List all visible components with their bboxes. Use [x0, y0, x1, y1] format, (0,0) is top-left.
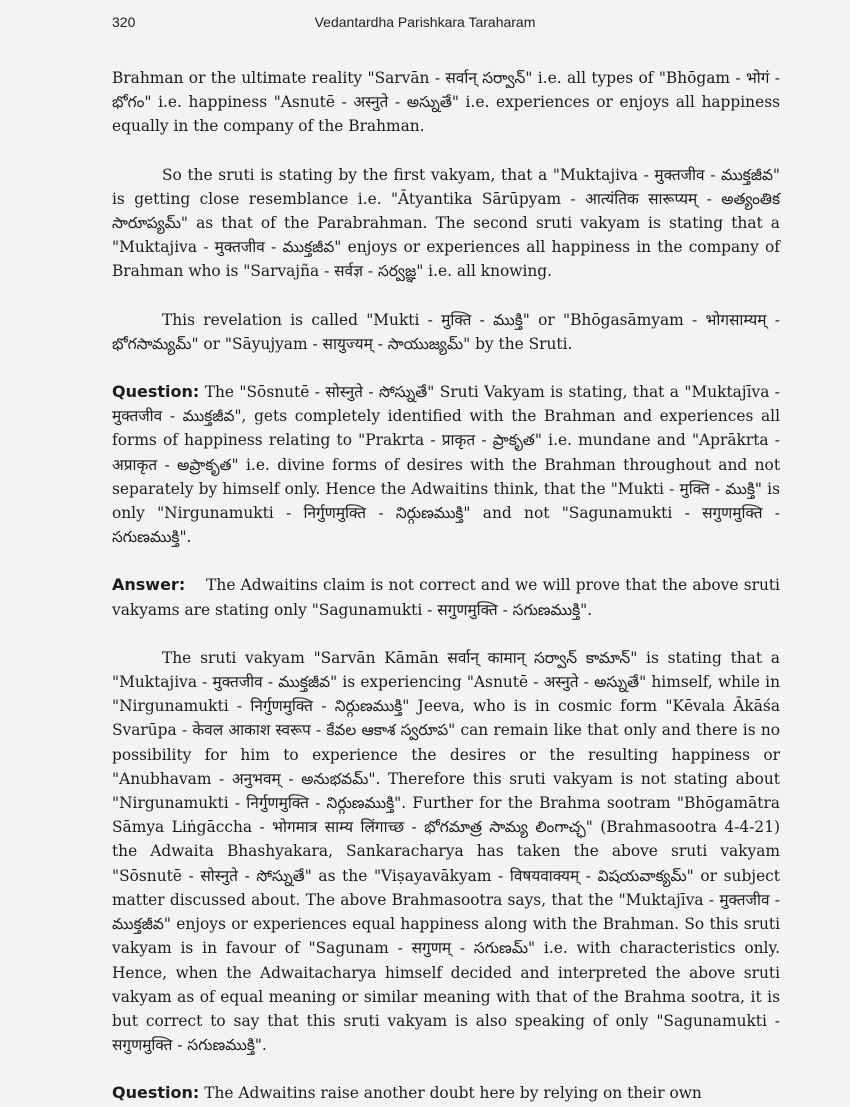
page-number: 320 — [112, 14, 136, 30]
running-title: Vedantardha Parishkara Taraharam — [314, 14, 536, 30]
answer-block — [112, 573, 780, 621]
question-label: Question: — [112, 382, 200, 402]
question-block-2 — [112, 1081, 780, 1105]
question-label-2: Question: — [112, 1083, 200, 1103]
page-header — [0, 14, 850, 38]
question-block-1 — [112, 380, 780, 549]
paragraph-intro: Brahman or the ultimate reality "Sarvān - सर्वान् సర్వాన్" i.e. all types of "Bhōgam - भोगं - భోగం" i.e. happiness "Asnutē - अस्नुते - అస్నుతే" i.e. experiences or enjoys all happiness equally in the company of the Brahman. — [112, 69, 780, 136]
answer-text: The Adwaitins claim is not correct and we will prove that the above sruti vakyams are stating only "Sagunamukti - सगुणमुक्ति - సగుణముక్తి". — [112, 576, 780, 619]
question-text: The "Sōsnutē - सोस्नुते - సోస్నుతే" Sruti Vakyam is stating, that a "Muktajīva - मुक्तजीव - ముక్తజీవ", gets completely identified with the Brahman and experiences all forms of happiness relating to "Prakrta - प्राकृत - ప్రాకృత" i.e. mundane and "Aprākrta - अप्राकृत - అప్రాకృత" i.e. divine forms of desires with the Brahman throughout and not separately by himself only. Hence the Adwaitins think, that the "Mukti - मुक्ति - ముక్తి" is only "Nirgunamukti - निर्गुणमुक्ति - నిర్గుణముక్తి" and not "Sagunamukti - सगुणमुक्ति - సగుణముక్తి". — [112, 383, 780, 547]
page-body — [112, 66, 780, 1106]
question-text-2: The Adwaitins raise another doubt here by relying on their own — [204, 1084, 702, 1103]
paragraph-sruti-vakyam: The sruti vakyam "Sarvān Kāmān सर्वान् कामान् సర్వాన్ కామాన్" is stating that a "Muktajiva - मुक्तजीव - ముక్తజీవ" is experiencing "Asnutē - अस्नुते - అస్నుతే" himself, while in "Nirgunamukti - निर्गुणमुक्ति - నిర్గుణముక్తి" Jeeva, who is in cosmic form "Kēvala Ākāśa Svarūpa - केवल आकाश स्वरूप - కేవల ఆకాశ స్వరూప" can remain like that only and there is no possibility for him to experience the desires or the resulting happiness or "Anubhavam - अनुभवम् - అనుభవమ్". Therefore this sruti vakyam is not stating about "Nirgunamukti - निर्गुणमुक्ति - నిర్గుణముక్తి". Further for the Brahma sootram "Bhōgamātra Sāmya Liṅgāccha - भोगमात्र साम्य लिंगाच्छ - భోగమాత్ర సామ్య లింగాచ్ఛ" (Brahmasootra 4-4-21) the Adwaita Bhashyakara, Sankaracharya has taken the above sruti vakyam "Sōsnutē - सोस्नुते - సోస్నుతే" as the "Viṣayavākyam - विषयवाक्यम् - విషయవాక్యమ్" or subject matter discussed about. The above Brahmasootra says, that the "Muktajīva - मुक्तजीव - ముక్తజీవ" enjoys or experiences equal happiness along with the Brahman. So this sruti vakyam is in favour of "Sagunam - सगुणम् - సగుణమ్" i.e. with characteristics only. Hence, when the Adwaitacharya himself decided and interpreted the above sruti vakyam as of equal meaning or similar meaning with that of the Brahma sootra, it is but correct to say that this sruti vakyam is also speaking of only "Sagunamukti - सगुणमुक्ति - సగుణముక్తి". — [112, 648, 780, 1055]
paragraph-revelation: This revelation is called "Mukti - मुक्ति - ముక్తి" or "Bhōgasāmyam - भोगसाम्यम् - భోగసామ్యమ్" or "Sāyujyam - सायुज्यम् - సాయుజ్యమ్" by the Sruti. — [112, 310, 780, 353]
answer-label: Answer: — [112, 575, 186, 595]
paragraph-sruti-resemblance: So the sruti is stating by the first vakyam, that a "Muktajiva - मुक्तजीव - ముక్తజీవ" is getting close resemblance i.e. "Ātyantika Sārūpyam - आत्यंतिक सारूप्यम् - అత్యంతిక సారూప్యమ్" as that of the Parabrahman. The second sruti vakyam is stating that a "Muktajiva - मुक्तजीव - ముక్తజీవ" enjoys or experiences all happiness in the company of Brahman who is "Sarvajña - सर्वज्ञ - సర్వజ్ఞ" i.e. all knowing. — [112, 165, 780, 281]
